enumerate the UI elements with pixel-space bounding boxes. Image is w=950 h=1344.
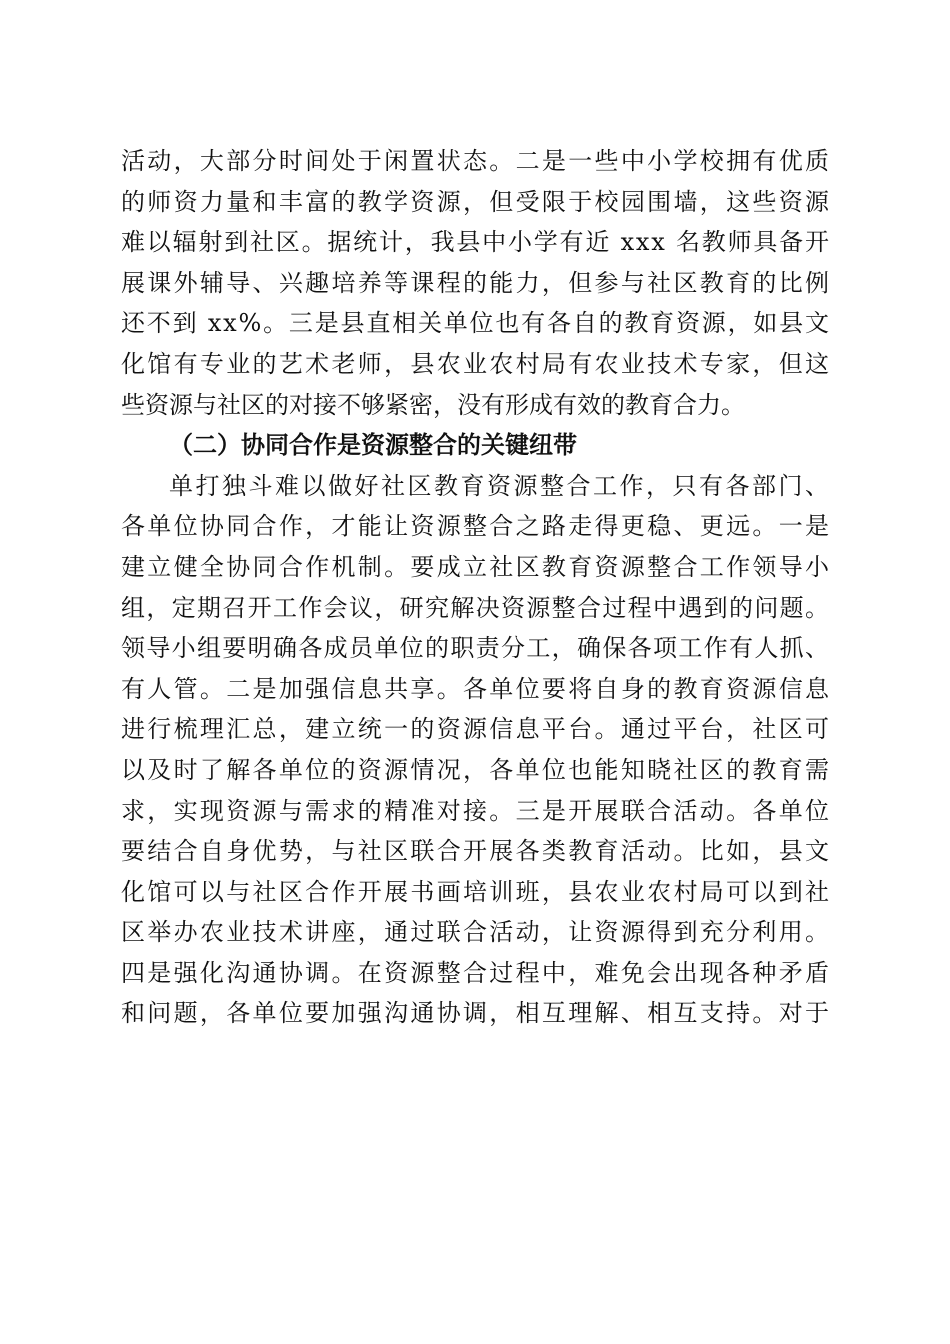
text-line: 展课外辅导、兴趣培养等课程的能力，但参与社区教育的比例 [121, 268, 832, 297]
text-line: 领导小组要明确各成员单位的职责分工，确保各项工作有人抓、 [121, 634, 831, 663]
text-line: 进行梳理汇总，建立统一的资源信息平台。通过平台，社区可 [121, 715, 832, 744]
text-line: 要结合自身优势，与社区联合开展各类教育活动。比如，县文 [121, 837, 832, 866]
text-line: 些资源与社区的对接不够紧密，没有形成有效的教育合力。 [121, 390, 745, 419]
text-line: 建立健全协同合作机制。要成立社区教育资源整合工作领导小 [121, 552, 832, 581]
text-line: 单打独斗难以做好社区教育资源整合工作，只有各部门、 [169, 471, 832, 500]
text-line: 求，实现资源与需求的精准对接。三是开展联合活动。各单位 [121, 796, 832, 825]
text-line: 难以辐射到社区。据统计，我县中小学有近 xxx 名教师具备开 [121, 228, 831, 257]
text-line: 还不到 xx%。三是县直相关单位也有各自的教育资源，如县文 [121, 309, 831, 338]
text-line: 组，定期召开工作会议，研究解决资源整合过程中遇到的问题。 [121, 593, 831, 622]
text-line: 以及时了解各单位的资源情况，各单位也能知晓社区的教育需 [121, 755, 832, 784]
text-line: 有人管。二是加强信息共享。各单位要将自身的教育资源信息 [121, 674, 832, 703]
text-line: 化馆有专业的艺术老师，县农业农村局有农业技术专家，但这 [121, 349, 832, 378]
text-line: 活动，大部分时间处于闲置状态。二是一些中小学校拥有优质 [121, 147, 832, 175]
text-line: 和问题，各单位要加强沟通协调，相互理解、相互支持。对于 [121, 999, 832, 1028]
text-line: 化馆可以与社区合作开展书画培训班，县农业农村局可以到社 [121, 877, 832, 906]
text-line: 四是强化沟通协调。在资源整合过程中，难免会出现各种矛盾 [121, 958, 832, 987]
text-line: 区举办农业技术讲座，通过联合活动，让资源得到充分利用。 [121, 918, 832, 947]
body-text [121, 141, 832, 1034]
section-heading: （二）协同合作是资源整合的关键纽带 [169, 431, 577, 460]
text-line: 的师资力量和丰富的教学资源，但受限于校园围墙，这些资源 [121, 187, 832, 216]
text-line: 各单位协同合作，才能让资源整合之路走得更稳、更远。一是 [121, 512, 832, 541]
